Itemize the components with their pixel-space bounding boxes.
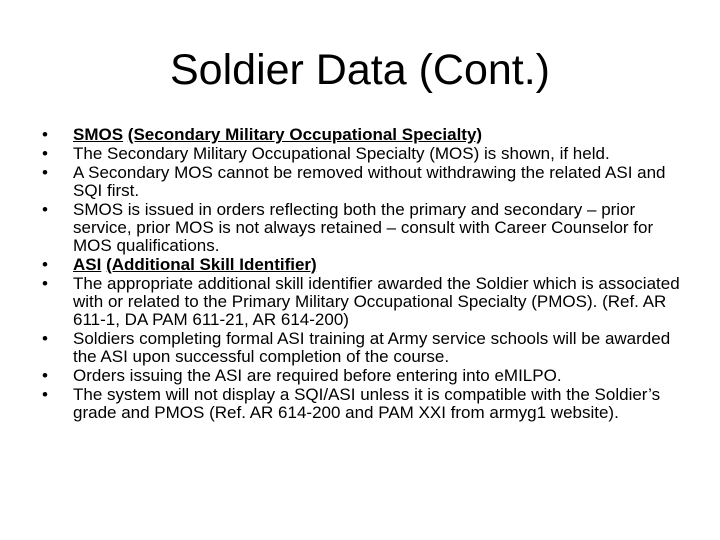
bullet-text: Soldiers completing formal ASI training at Army service schools will be awarded the ASI upon successful completion of the course. — [73, 328, 671, 366]
bullet-item — [42, 275, 692, 330]
bullet-text: The appropriate additional skill identifier awarded the Soldier which is associated with or related to the Primary Military Occupational Specialty (PMOS). (Ref. AR 611-1, DA PAM 611-21, AR 614-200) — [73, 273, 680, 329]
bullet-marker: • — [42, 199, 48, 219]
bullet-item — [42, 164, 692, 200]
bullet-item — [42, 201, 692, 256]
bullet-heading-text — [73, 256, 692, 274]
bullet-text: A Secondary MOS cannot be removed without withdrawing the related ASI and SQI first. — [73, 162, 666, 200]
bullet-heading-text — [73, 126, 692, 144]
bullet-item — [42, 145, 692, 163]
bullet-item — [42, 367, 692, 385]
bullet-text: SMOS is issued in orders reflecting both the primary and secondary – prior service, prior MOS is not always retained – consult with Career Counselor for MOS qualifications. — [73, 199, 654, 255]
bullet-marker: • — [42, 143, 48, 163]
bullet-marker: • — [42, 162, 48, 182]
bullet-marker: • — [42, 273, 48, 293]
bullet-text: The Secondary Military Occupational Specialty (MOS) is shown, if held. — [73, 143, 610, 163]
bullet-marker: • — [42, 384, 48, 404]
slide-title: Soldier Data (Cont.) — [170, 46, 550, 94]
heading-abbreviation: SMOS — [73, 125, 124, 144]
bullet-marker: • — [42, 125, 48, 144]
bullet-marker: • — [42, 328, 48, 348]
bullet-asi-heading — [42, 256, 692, 274]
bullet-text: Orders issuing the ASI are required before entering into eMILPO. — [73, 365, 562, 385]
bullet-item — [42, 386, 692, 422]
bullet-list — [42, 126, 692, 423]
bullet-smos-heading — [42, 126, 692, 144]
bullet-marker: • — [42, 365, 48, 385]
heading-full-name: (Secondary Military Occupational Specialty) — [127, 125, 483, 144]
heading-full-name: (Additional Skill Identifier) — [106, 254, 317, 274]
heading-abbreviation: ASI — [73, 254, 102, 274]
bullet-marker: • — [42, 254, 48, 274]
bullet-text: The system will not display a SQI/ASI unless it is compatible with the Soldier’s grade and PMOS (Ref. AR 614-200 and PAM XXI from armyg1 website). — [73, 384, 661, 422]
bullet-item — [42, 330, 692, 366]
